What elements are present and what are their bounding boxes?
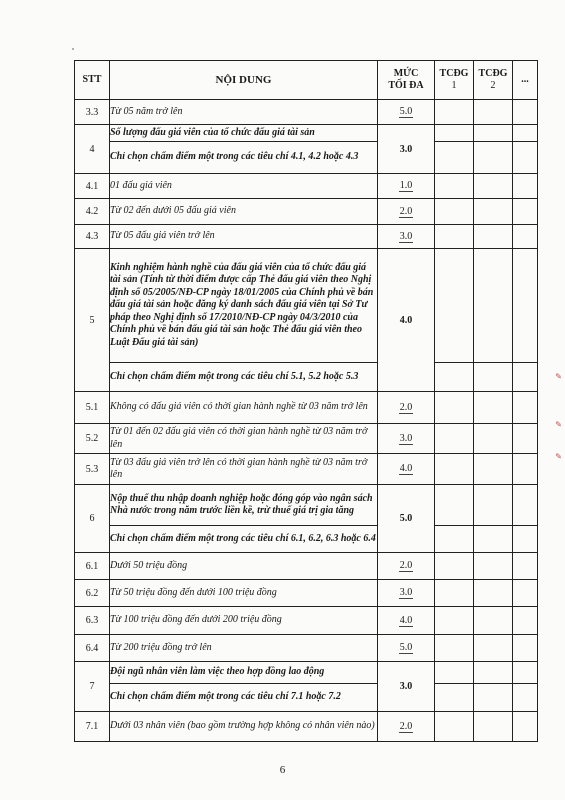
max-score-value: 2.0 bbox=[399, 401, 413, 413]
row-stt: 6.4 bbox=[75, 635, 110, 662]
tcdg2-cell bbox=[474, 249, 513, 363]
row-stt: 5.2 bbox=[75, 424, 110, 454]
header-muc-toi-da-line1: MỨC bbox=[393, 68, 419, 79]
row-max-score bbox=[378, 424, 435, 454]
more-cell bbox=[513, 249, 538, 363]
table-row bbox=[75, 249, 538, 363]
tcdg2-cell bbox=[474, 100, 513, 125]
table-row-sub bbox=[75, 684, 538, 712]
row-sub-instruction: Chỉ chọn chấm điểm một trong các tiêu chí 4.1, 4.2 hoặc 4.3 bbox=[110, 142, 378, 174]
table-row bbox=[75, 125, 538, 142]
scan-speck bbox=[72, 48, 74, 50]
table-row bbox=[75, 174, 538, 199]
table-row bbox=[75, 225, 538, 249]
table-row bbox=[75, 607, 538, 635]
header-muc-toi-da-line2: TỐI ĐA bbox=[388, 80, 424, 91]
more-cell bbox=[513, 526, 538, 553]
max-score-value: 5.0 bbox=[399, 106, 413, 117]
row-content: Đội ngũ nhân viên làm việc theo hợp đồng lao động bbox=[110, 662, 378, 684]
row-content: Từ 02 đến dưới 05 đấu giá viên bbox=[110, 199, 378, 225]
more-cell bbox=[513, 199, 538, 225]
row-max-score bbox=[378, 454, 435, 485]
max-score-value: 2.0 bbox=[399, 205, 413, 217]
row-stt: 5 bbox=[75, 249, 110, 392]
table-row bbox=[75, 199, 538, 225]
page-number: 6 bbox=[279, 764, 286, 776]
tcdg1-cell bbox=[435, 424, 474, 454]
row-content: Nộp thuế thu nhập doanh nghiệp hoặc đóng góp vào ngân sách Nhà nước trong năm trước liền kề, trừ thuế giá trị gia tăng bbox=[110, 485, 378, 526]
row-stt: 4.2 bbox=[75, 199, 110, 225]
header-tcdg-2-line2: 2 bbox=[490, 80, 496, 91]
max-score-value: 2.0 bbox=[399, 720, 413, 732]
row-content: Từ 03 đấu giá viên trở lên có thời gian hành nghề từ 03 năm trở lên bbox=[110, 454, 378, 485]
header-tcdg-2 bbox=[474, 61, 513, 100]
max-score-value: 5.0 bbox=[399, 642, 413, 653]
tcdg1-cell bbox=[435, 249, 474, 363]
table-row bbox=[75, 100, 538, 125]
more-cell bbox=[513, 712, 538, 742]
row-content: Kinh nghiệm hành nghề của đấu giá viên của tổ chức đấu giá tài sản (Tính từ thời điểm được cấp Thẻ đấu giá viên theo Nghị định số 05/2005/NĐ-CP ngày 18/01/2005 của Chính phủ về bán đấu giá tài sản hoặc đăng ký danh sách đấu giá viên tại Sở Tư pháp theo Nghị định số 17/2010/NĐ-CP ngày 04/3/2010 của Chính phủ về bán đấu giá tài sản hoặc Thẻ đấu giá viên theo Luật Đấu giá tài sản) bbox=[110, 249, 378, 363]
row-content: Từ 01 đến 02 đấu giá viên có thời gian hành nghề từ 03 năm trở lên bbox=[110, 424, 378, 454]
tcdg1-cell bbox=[435, 712, 474, 742]
tcdg2-cell bbox=[474, 174, 513, 199]
row-max-score: 3.0 bbox=[378, 662, 435, 712]
row-stt: 6.1 bbox=[75, 553, 110, 580]
row-content: Dưới 50 triệu đồng bbox=[110, 553, 378, 580]
tcdg2-cell bbox=[474, 424, 513, 454]
tcdg1-cell bbox=[435, 526, 474, 553]
max-score-value: 4.0 bbox=[399, 463, 413, 474]
row-stt: 5.1 bbox=[75, 392, 110, 424]
row-max-score bbox=[378, 712, 435, 742]
tcdg1-cell bbox=[435, 454, 474, 485]
tcdg1-cell bbox=[435, 607, 474, 635]
row-sub-instruction: Chỉ chọn chấm điểm một trong các tiêu chí 5.1, 5.2 hoặc 5.3 bbox=[110, 363, 378, 392]
more-cell bbox=[513, 142, 538, 174]
row-max-score: 3.0 bbox=[378, 125, 435, 174]
tcdg1-cell bbox=[435, 392, 474, 424]
row-content: Từ 50 triệu đồng đến dưới 100 triệu đồng bbox=[110, 580, 378, 607]
tcdg1-cell bbox=[435, 662, 474, 684]
tcdg1-cell bbox=[435, 125, 474, 142]
header-stt: STT bbox=[75, 61, 110, 100]
edge-stamp-mark: ✎ bbox=[555, 420, 562, 429]
more-cell bbox=[513, 454, 538, 485]
row-stt: 4.1 bbox=[75, 174, 110, 199]
more-cell bbox=[513, 684, 538, 712]
row-content: Từ 200 triệu đồng trở lên bbox=[110, 635, 378, 662]
table-row bbox=[75, 485, 538, 526]
edge-stamp-mark: ✎ bbox=[555, 372, 562, 381]
tcdg1-cell bbox=[435, 485, 474, 526]
row-stt: 7 bbox=[75, 662, 110, 712]
row-stt: 4 bbox=[75, 125, 110, 174]
tcdg1-cell bbox=[435, 635, 474, 662]
more-cell bbox=[513, 635, 538, 662]
table-row-sub bbox=[75, 526, 538, 553]
row-max-score bbox=[378, 225, 435, 249]
header-tcdg-2-line1: TCĐG bbox=[478, 68, 508, 79]
max-score-value: 1.0 bbox=[399, 180, 413, 191]
tcdg2-cell bbox=[474, 526, 513, 553]
row-max-score: 4.0 bbox=[378, 249, 435, 392]
header-tcdg-1-line2: 1 bbox=[451, 80, 457, 91]
more-cell bbox=[513, 392, 538, 424]
tcdg2-cell bbox=[474, 553, 513, 580]
tcdg2-cell bbox=[474, 454, 513, 485]
tcdg1-cell bbox=[435, 553, 474, 580]
max-score-value: 2.0 bbox=[399, 560, 413, 571]
table-row bbox=[75, 454, 538, 485]
row-max-score bbox=[378, 607, 435, 635]
tcdg2-cell bbox=[474, 363, 513, 392]
table-row bbox=[75, 712, 538, 742]
table-row bbox=[75, 662, 538, 684]
row-max-score bbox=[378, 553, 435, 580]
evaluation-criteria-table bbox=[74, 60, 538, 742]
header-tcdg-1 bbox=[435, 61, 474, 100]
tcdg2-cell bbox=[474, 485, 513, 526]
tcdg2-cell bbox=[474, 580, 513, 607]
more-cell bbox=[513, 225, 538, 249]
more-cell bbox=[513, 363, 538, 392]
tcdg1-cell bbox=[435, 199, 474, 225]
max-score-value: 3.0 bbox=[399, 587, 413, 598]
tcdg1-cell bbox=[435, 580, 474, 607]
table-row bbox=[75, 553, 538, 580]
table-row bbox=[75, 580, 538, 607]
row-max-score: 5.0 bbox=[378, 485, 435, 553]
more-cell bbox=[513, 125, 538, 142]
row-sub-instruction: Chỉ chọn chấm điểm một trong các tiêu chí 6.1, 6.2, 6.3 hoặc 6.4 bbox=[110, 526, 378, 553]
row-max-score bbox=[378, 100, 435, 125]
row-content: Số lượng đấu giá viên của tổ chức đấu giá tài sản bbox=[110, 125, 378, 142]
tcdg2-cell bbox=[474, 142, 513, 174]
row-stt: 5.3 bbox=[75, 454, 110, 485]
edge-stamp-mark: ✎ bbox=[555, 452, 562, 461]
tcdg2-cell bbox=[474, 662, 513, 684]
tcdg2-cell bbox=[474, 199, 513, 225]
max-score-value: 4.0 bbox=[399, 614, 413, 626]
more-cell bbox=[513, 174, 538, 199]
tcdg2-cell bbox=[474, 635, 513, 662]
header-more: ... bbox=[513, 61, 538, 100]
more-cell bbox=[513, 485, 538, 526]
more-cell bbox=[513, 424, 538, 454]
tcdg1-cell bbox=[435, 100, 474, 125]
row-max-score bbox=[378, 174, 435, 199]
tcdg1-cell bbox=[435, 142, 474, 174]
row-content: Dưới 03 nhân viên (bao gồm trường hợp không có nhân viên nào) bbox=[110, 712, 378, 742]
header-tcdg-1-line1: TCĐG bbox=[439, 68, 469, 79]
header-muc-toi-da bbox=[378, 61, 435, 100]
more-cell bbox=[513, 100, 538, 125]
more-cell bbox=[513, 580, 538, 607]
header-noi-dung: NỘI DUNG bbox=[110, 61, 378, 100]
tcdg1-cell bbox=[435, 363, 474, 392]
row-stt: 6 bbox=[75, 485, 110, 553]
row-content: Từ 05 đấu giá viên trở lên bbox=[110, 225, 378, 249]
tcdg2-cell bbox=[474, 607, 513, 635]
row-stt: 6.2 bbox=[75, 580, 110, 607]
tcdg2-cell bbox=[474, 125, 513, 142]
tcdg2-cell bbox=[474, 225, 513, 249]
table-row bbox=[75, 424, 538, 454]
row-content: Từ 100 triệu đồng đến dưới 200 triệu đồng bbox=[110, 607, 378, 635]
row-max-score bbox=[378, 635, 435, 662]
table-row-sub bbox=[75, 142, 538, 174]
tcdg2-cell bbox=[474, 392, 513, 424]
row-sub-instruction: Chỉ chọn chấm điểm một trong các tiêu chí 7.1 hoặc 7.2 bbox=[110, 684, 378, 712]
row-stt: 6.3 bbox=[75, 607, 110, 635]
row-max-score bbox=[378, 392, 435, 424]
max-score-value: 3.0 bbox=[399, 432, 413, 444]
more-cell bbox=[513, 662, 538, 684]
more-cell bbox=[513, 553, 538, 580]
row-max-score bbox=[378, 199, 435, 225]
table-row-sub bbox=[75, 363, 538, 392]
row-max-score bbox=[378, 580, 435, 607]
row-content: Không có đấu giá viên có thời gian hành nghề từ 03 năm trở lên bbox=[110, 392, 378, 424]
row-stt: 4.3 bbox=[75, 225, 110, 249]
table-row bbox=[75, 392, 538, 424]
row-stt: 3.3 bbox=[75, 100, 110, 125]
max-score-value: 3.0 bbox=[399, 230, 413, 242]
tcdg1-cell bbox=[435, 684, 474, 712]
table-row bbox=[75, 635, 538, 662]
tcdg2-cell bbox=[474, 684, 513, 712]
tcdg1-cell bbox=[435, 174, 474, 199]
row-content: 01 đấu giá viên bbox=[110, 174, 378, 199]
table-header-row bbox=[75, 61, 538, 100]
row-stt: 7.1 bbox=[75, 712, 110, 742]
more-cell bbox=[513, 607, 538, 635]
tcdg2-cell bbox=[474, 712, 513, 742]
row-content: Từ 05 năm trở lên bbox=[110, 100, 378, 125]
tcdg1-cell bbox=[435, 225, 474, 249]
